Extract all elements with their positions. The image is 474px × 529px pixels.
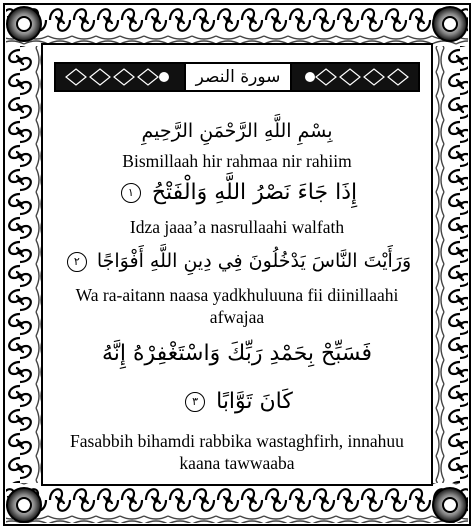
basmala-latin: Bismillaah hir rahmaa nir rahiim: [122, 151, 352, 171]
verse-2-arabic-text: وَرَأَيْتَ النَّاسَ يَدْخُلُونَ فِي دِينِ اللَّهِ أَفْوَاجًا: [96, 250, 412, 272]
surah-content: [44, 52, 430, 480]
basmala-arabic: بِسْمِ اللَّهِ الرَّحْمَنِ الرَّحِيمِ: [141, 120, 333, 142]
verse-1-arabic: [44, 178, 430, 208]
surah-header: [54, 62, 420, 92]
verse-1-latin: Idza jaaa’a nasrullaahi walfath: [129, 217, 345, 237]
verse-1-arabic-text: إِذَا جَاءَ نَصْرُ اللَّهِ وَالْفَتْحُ: [151, 180, 358, 205]
verse-3-arabic-line-1: فَسَبِّحْ بِحَمْدِ رَبِّكَ وَاسْتَغْفِرْهُ إِنَّهُ: [101, 341, 373, 366]
verse-3-latin-line-1: Fasabbih bihamdi rabbika wastaghfirh, innahuu: [70, 431, 404, 451]
verse-3-arabic-line-2: [44, 386, 430, 418]
verse-1-number: ١: [121, 183, 141, 203]
verse-3-latin-line-2: kaana tawwaaba: [179, 453, 295, 473]
verse-2-latin-line-2: afwajaa: [209, 307, 265, 327]
verse-3-number: ٣: [185, 392, 205, 412]
verse-2-number: ٢: [67, 252, 87, 272]
surah-title: سورة النصر: [195, 67, 281, 87]
verse-2-latin-line-1: Wa ra-aitann naasa yadkhuluuna fii diinillaahi: [75, 285, 399, 305]
header-pattern-left: [62, 67, 170, 87]
surah-title-box: [184, 64, 292, 90]
header-pattern-right: [304, 67, 412, 87]
verse-2-arabic: [44, 246, 430, 276]
verse-3-arabic-text: كَانَ تَوَّابًا: [216, 389, 293, 414]
